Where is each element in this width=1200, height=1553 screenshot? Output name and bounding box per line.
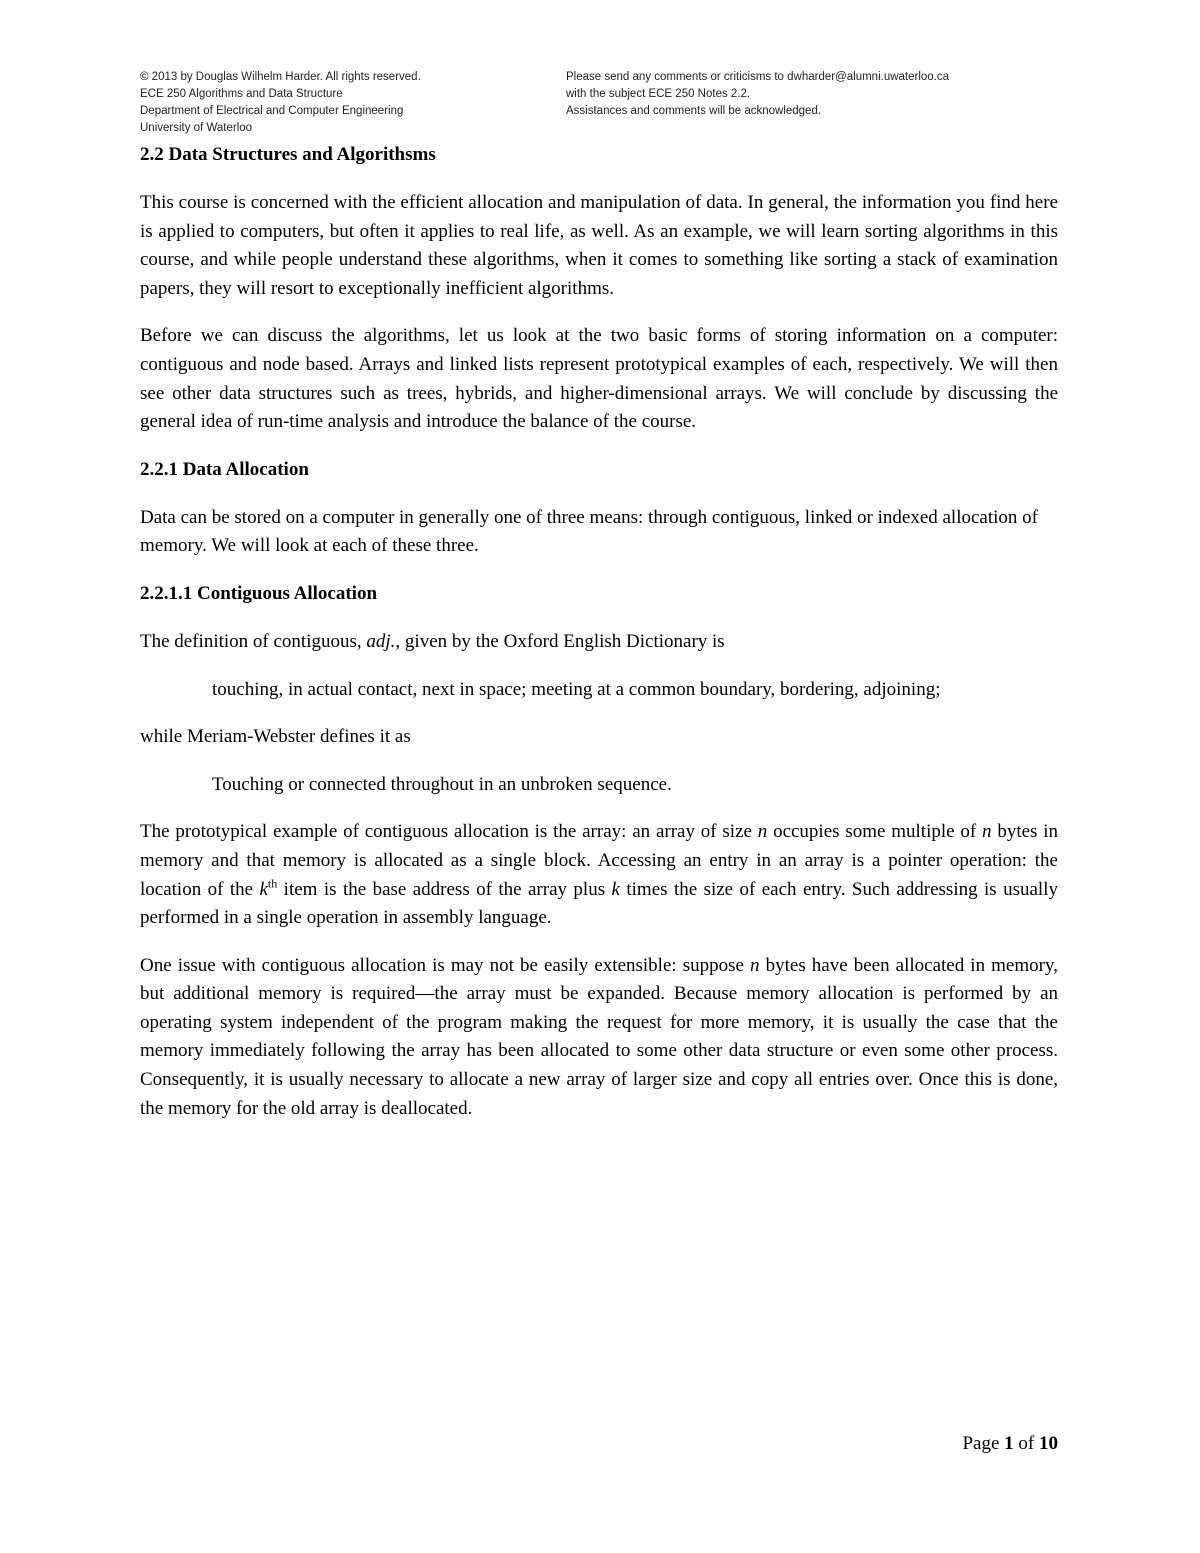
document-body <box>140 141 1058 1123</box>
var-n: n <box>982 821 992 843</box>
copyright-line: © 2013 by Douglas Wilhelm Harder. All rights reserved. <box>140 71 421 83</box>
of-word: of <box>1013 1433 1039 1454</box>
array-text-c: bytes in memory and that memory is allocated as a single block. Accessing an entry in an array is a pointer operation: the location of the <box>140 821 1059 900</box>
contact-line: Please send any comments or criticisms to dwharder@alumni.uwaterloo.ca <box>566 71 950 83</box>
acknowledgement-line: Assistances and comments will be acknowledged. <box>566 105 822 117</box>
header-left <box>140 69 421 137</box>
array-text-a: The prototypical example of contiguous allocation is the array: an array of size <box>140 821 758 843</box>
var-n: n <box>757 821 768 843</box>
subsection-title: 2.2.1 Data Allocation <box>140 458 309 480</box>
definition-intro-text-b: , given by the Oxford English Dictionary is <box>395 630 725 652</box>
section-title: 2.2 Data Structures and Algorithsms <box>140 144 436 165</box>
extensibility-text-a: One issue with contiguous allocation is may not be easily extensible: suppose <box>140 954 751 976</box>
var-k: k <box>259 878 268 900</box>
var-k: k <box>611 878 620 900</box>
header-right <box>566 69 949 120</box>
webster-intro: while Meriam-Webster defines it as <box>140 726 411 748</box>
oed-quote: touching, in actual contact, next in space; meeting at a common boundary, bordering, adjoining; <box>212 678 941 700</box>
total-pages: 10 <box>1039 1433 1058 1454</box>
page-number <box>962 1433 1058 1455</box>
webster-quote: Touching or connected throughout in an unbroken sequence. <box>212 773 672 795</box>
course-line: ECE 250 Algorithms and Data Structure <box>140 88 343 100</box>
array-text-e: times the size of each entry. Such addressing is usually performed in a single operation in assembly language. <box>140 878 1058 929</box>
definition-intro <box>140 628 1058 657</box>
array-paragraph <box>140 818 1058 932</box>
extensibility-paragraph <box>140 952 1058 1124</box>
subject-line: with the subject ECE 250 Notes 2.2. <box>566 88 751 100</box>
array-text-b: occupies some multiple of <box>767 821 983 843</box>
section-paragraph-1: This course is concerned with the efficient allocation and manipulation of data. In general, the information you find here is applied to computers, but often it applies to real life, as well. As an example, we will learn sorting algorithms in this course, and while people understand these algorithms, when it comes to something like sorting a stack of examination papers, they will resort to exceptionally inefficient algorithms. <box>140 192 1058 299</box>
definition-intro-text-a: The definition of contiguous, <box>140 630 367 652</box>
superscript-th: th <box>267 876 278 891</box>
subsubsection-title: 2.2.1.1 Contiguous Allocation <box>140 582 378 604</box>
university-line: University of Waterloo <box>140 122 253 134</box>
definition-adj: adj. <box>366 630 396 652</box>
page-word: Page <box>962 1433 1005 1454</box>
section-paragraph-2: Before we can discuss the algorithms, let us look at the two basic forms of storing information on a computer: contiguous and node based. Arrays and linked lists represent prototypical examples of each, respectively. We will then see other data structures such as trees, hybrids, and higher-dimensional arrays. We will conclude by discussing the general idea of run-time analysis and introduce the balance of the course. <box>140 325 1058 433</box>
array-text-d: item is the base address of the array plus <box>277 878 612 900</box>
var-n: n <box>750 954 760 976</box>
current-page: 1 <box>1004 1433 1014 1454</box>
extensibility-text-b: bytes have been allocated in memory, but additional memory is required—the array must be expanded. Because memory allocation is performed by an operating system independent of the program making the request for more memory, it is usually the case that the memory immediately following the array has been allocated to some other data structure or even some other process. Consequently, it is usually necessary to allocate a new array of larger size and copy all entries over. Once this is done, the memory for the old array is deallocated. <box>140 954 1058 1119</box>
subsection-paragraph-1: Data can be stored on a computer in generally one of three means: through contiguous, linked or indexed allocation of memory. We will look at each of these three. <box>140 506 1038 557</box>
department-line: Department of Electrical and Computer Engineering <box>140 105 404 117</box>
